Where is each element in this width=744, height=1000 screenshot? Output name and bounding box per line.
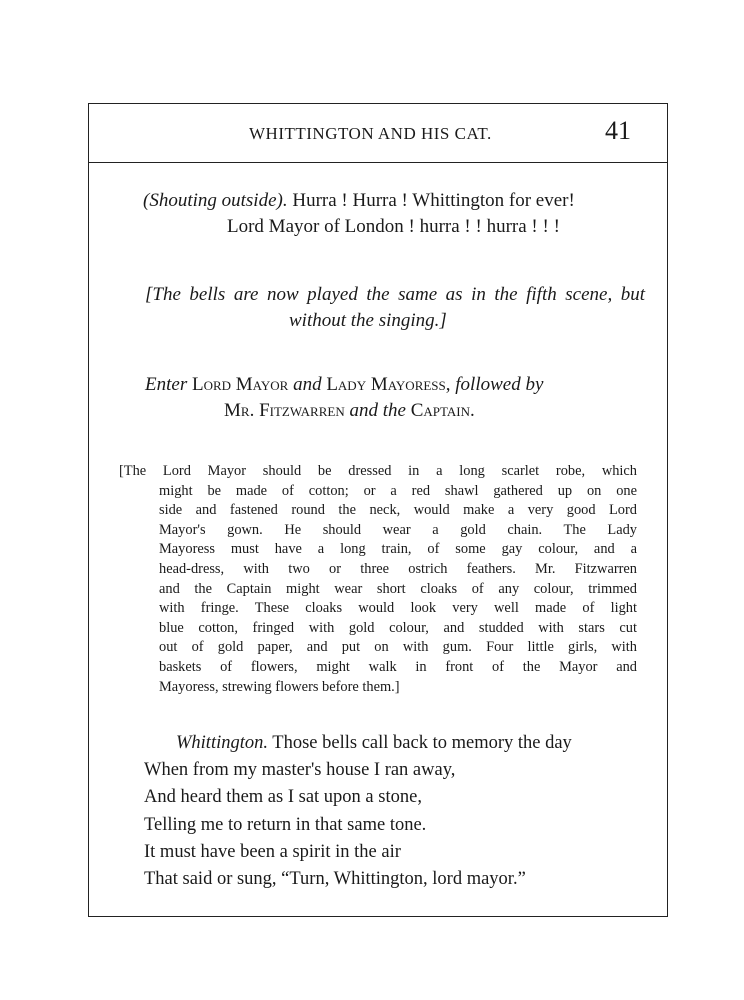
verse-line <box>144 730 572 757</box>
note-line: Mayoress must have a long train, of some gay colour, and a <box>159 541 637 558</box>
enter-word: Enter <box>145 374 188 395</box>
note-line: blue cotton, fringed with gold colour, and studded with stars cut <box>159 619 637 636</box>
note-line: with fringe. These cloaks would look very well made of light <box>159 600 637 617</box>
note-line: and the Captain might wear short cloaks of any colour, trimmed <box>159 580 637 597</box>
note-line: Mayor's gown. He should wear a gold chain. The Lady <box>159 521 637 538</box>
page-header <box>89 104 667 162</box>
verse-line: It must have been a spirit in the air <box>144 841 401 862</box>
note-line: side and fastened round the neck, would make a very good Lord <box>159 502 637 519</box>
shout-line-2: Lord Mayor of London ! hurra ! ! hurra ! ! ! <box>227 216 560 237</box>
verse-line: Telling me to return in that same tone. <box>144 814 427 835</box>
running-title: WHITTINGTON AND HIS CAT. <box>249 124 492 143</box>
bells-direction-line-2: without the singing.] <box>289 310 447 331</box>
page-frame <box>88 103 668 917</box>
bells-direction-line-1: [The bells are now played the same as in the fifth scene, but <box>145 284 645 305</box>
and-word: and <box>293 374 322 395</box>
followed-by-word: followed by <box>455 374 544 395</box>
character-mr-fitzwarren: Mr. Fitzwarren <box>224 400 345 421</box>
character-captain: Captain. <box>410 400 475 421</box>
header-rule <box>89 162 667 163</box>
character-lady-mayoress: Lady Mayoress, <box>326 374 451 395</box>
and-the-word: and the <box>349 400 406 421</box>
note-line: baskets of flowers, might walk in front of the Mayor and <box>159 658 637 675</box>
shout-text-1: Hurra ! Hurra ! Whittington for ever! <box>292 190 575 211</box>
stage-direction-shouting: (Shouting outside). <box>143 190 288 211</box>
note-line: might be made of cotton; or a red shawl gathered up on one <box>159 482 637 499</box>
verse-line: That said or sung, “Turn, Whittington, lord mayor.” <box>144 869 526 890</box>
page-number: 41 <box>605 116 631 145</box>
speaker-whittington: Whittington. <box>176 733 268 753</box>
entrance-line-2 <box>224 398 734 424</box>
verse-line-1-text: Those bells call back to memory the day <box>272 733 572 753</box>
shout-line-1 <box>143 188 653 214</box>
note-line: head-dress, with two or three ostrich feathers. Mr. Fitzwarren <box>159 560 637 577</box>
note-line: out of gold paper, and put on with gum. Four little girls, with <box>159 639 637 656</box>
verse-line: When from my master's house I ran away, <box>144 760 456 781</box>
costume-note <box>119 462 637 697</box>
note-line: Mayoress, strewing flowers before them.] <box>159 678 400 695</box>
verse-line: And heard them as I sat upon a stone, <box>144 787 422 808</box>
entrance-line-1 <box>145 372 641 398</box>
character-lord-mayor: Lord Mayor <box>191 374 289 395</box>
note-line: [The Lord Mayor should be dressed in a long scarlet robe, which <box>119 463 637 479</box>
verse-block <box>144 730 572 893</box>
